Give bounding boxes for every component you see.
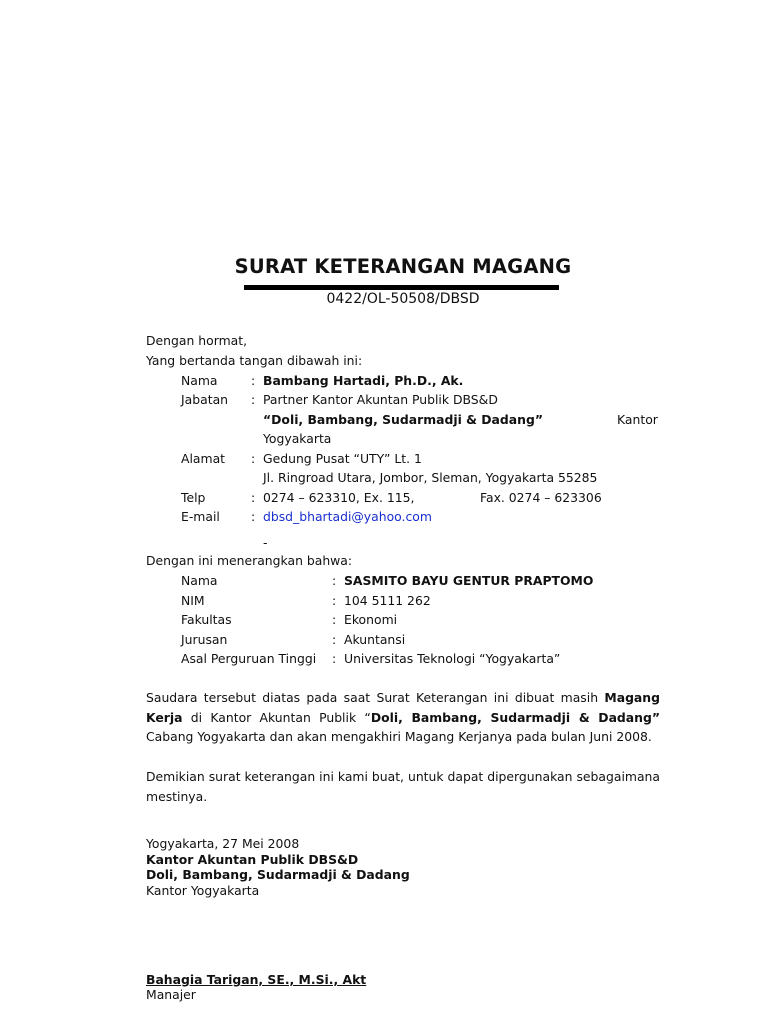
signer-position-label: Jabatan (181, 392, 229, 407)
student-university-value: Universitas Teknologi “Yogyakarta” (344, 651, 561, 666)
firm-name-line2: Doli, Bambang, Sudarmadji & Dadang (146, 867, 410, 882)
place-date: Yogyakarta, 27 Mei 2008 (146, 836, 300, 851)
firm-name-line1: Kantor Akuntan Publik DBS&D (146, 852, 359, 867)
signer-office-word: Kantor (617, 412, 658, 427)
student-faculty-label: Fakultas (181, 612, 232, 627)
signer-phone-label: Telp (181, 490, 206, 505)
greeting: Dengan hormat, (146, 333, 248, 348)
signer-address-label: Alamat (181, 451, 226, 466)
colon: : (251, 509, 256, 524)
colon: : (332, 573, 337, 588)
student-major-value: Akuntansi (344, 632, 406, 647)
colon: : (332, 632, 337, 647)
letter-title: SURAT KETERANGAN MAGANG (234, 255, 572, 278)
branch-office: Kantor Yogyakarta (146, 883, 260, 898)
student-university-label: Asal Perguruan Tinggi (181, 651, 317, 666)
signer-email-link[interactable]: dbsd_bhartadi@yahoo.com (263, 509, 432, 524)
student-nim-label: NIM (181, 593, 205, 608)
letter-number: 0422/OL-50508/DBSD (326, 291, 480, 307)
colon: : (251, 392, 256, 407)
signer-phone-value: 0274 – 623310, Ex. 115, (263, 490, 415, 505)
student-name-value: SASMITO BAYU GENTUR PRAPTOMO (344, 573, 594, 588)
signer-position-value: Partner Kantor Akuntan Publik DBS&D (263, 392, 498, 407)
colon: : (251, 490, 256, 505)
signer-fax-value: Fax. 0274 – 623306 (480, 490, 602, 505)
body-paragraph-2: Demikian surat keterangan ini kami buat, untuk dapat dipergunakan sebagaimana mestinya. (146, 769, 660, 804)
signer-office-city: Yogyakarta (263, 431, 332, 446)
signer-name-label: Nama (181, 373, 218, 388)
signer-address-line1: Gedung Pusat “UTY” Lt. 1 (263, 451, 422, 466)
colon: : (332, 651, 337, 666)
colon: : (251, 373, 256, 388)
intro-text: Yang bertanda tangan dibawah ini: (146, 353, 363, 368)
colon: : (332, 593, 337, 608)
body-paragraph-1: Saudara tersebut diatas pada saat Surat Keterangan ini dibuat masih Magang Kerja di Kantor Akuntan Publik “Doli, Bambang, Sudarmadji & Dadang” Cabang Yogyakarta dan akan mengakhiri Magang Kerjanya pada bulan Juni 2008. (146, 690, 660, 745)
title-underline (244, 285, 559, 290)
colon: : (332, 612, 337, 627)
declaration-text: Dengan ini menerangkan bahwa: (146, 553, 353, 568)
student-major-label: Jurusan (181, 632, 228, 647)
signer-name-value: Bambang Hartadi, Ph.D., Ak. (263, 373, 464, 388)
student-nim-value: 104 5111 262 (344, 593, 431, 608)
signer-address-line2: Jl. Ringroad Utara, Jombor, Sleman, Yogyakarta 55285 (263, 470, 598, 485)
student-name-label: Nama (181, 573, 218, 588)
signatory-name: Bahagia Tarigan, SE., M.Si., Akt (146, 972, 367, 987)
signatory-title: Manajer (146, 987, 196, 1002)
signer-firm-name: “Doli, Bambang, Sudarmadji & Dadang” (263, 412, 543, 427)
dash-mark: - (263, 535, 268, 550)
colon: : (251, 451, 256, 466)
student-faculty-value: Ekonomi (344, 612, 398, 627)
signer-email-label: E-mail (181, 509, 220, 524)
